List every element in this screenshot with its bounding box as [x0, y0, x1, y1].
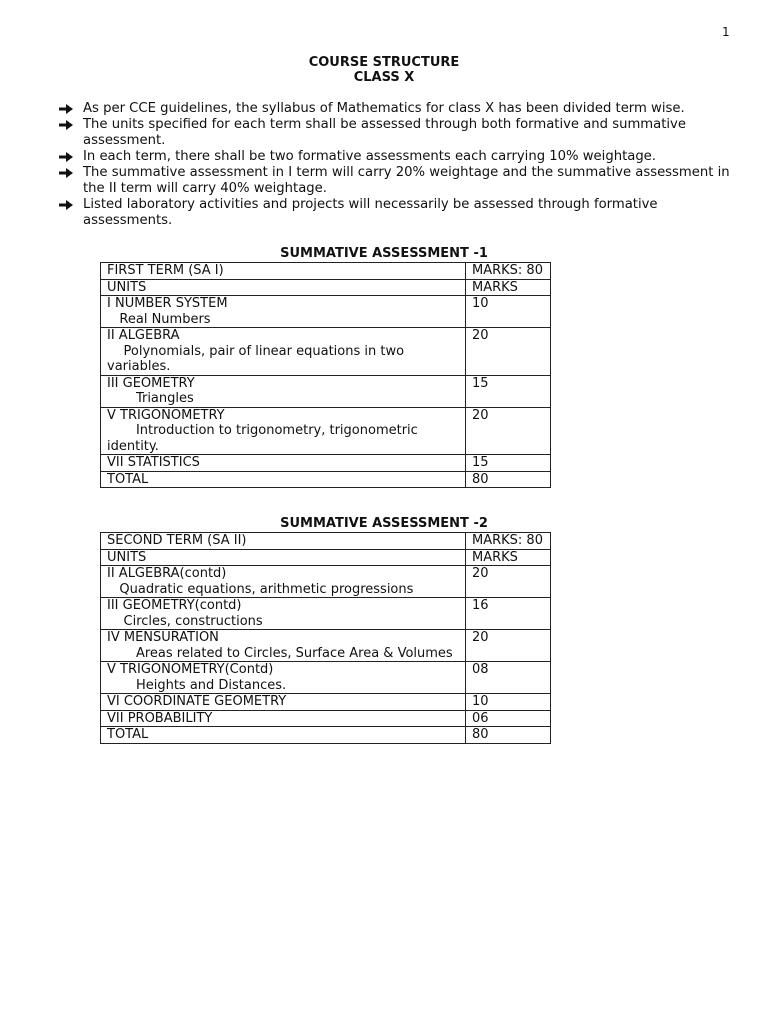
table-row	[101, 598, 551, 630]
page-number: 1	[722, 25, 730, 39]
unit-detail: Triangles	[107, 391, 194, 406]
arrow-right-icon	[59, 119, 74, 131]
table-row	[101, 630, 551, 662]
unit-detail: Heights and Distances.	[107, 677, 287, 693]
table-row	[101, 566, 551, 598]
unit-cell: VII PROBABILITY	[101, 710, 466, 727]
unit-cell: III GEOMETRY(contd) Circles, constructions	[101, 598, 466, 630]
guideline-text: The units specified for each term shall be assessed through both formative and summative assessment.	[83, 117, 686, 148]
unit-cell: TOTAL	[101, 727, 466, 744]
unit-cell: III GEOMETRY Triangles	[101, 375, 466, 407]
guideline-text: In each term, there shall be two formative assessments each carrying 10% weightage.	[83, 149, 656, 164]
table-row	[101, 694, 551, 711]
table-row	[101, 279, 551, 296]
guideline-text: As per CCE guidelines, the syllabus of Mathematics for class X has been divided term wise.	[83, 101, 685, 116]
sa2-heading: SUMMATIVE ASSESSMENT -2	[280, 516, 488, 531]
guideline-item	[58, 197, 748, 229]
marks-cell: 06	[466, 710, 551, 727]
unit-cell: V TRIGONOMETRY(Contd) Heights and Distances.	[101, 662, 466, 694]
sa2-table	[100, 532, 551, 744]
table-row	[101, 263, 551, 280]
marks-cell: 10	[466, 296, 551, 328]
unit-cell: II ALGEBRA(contd) Quadratic equations, arithmetic progressions	[101, 566, 466, 598]
arrow-right-icon	[59, 103, 74, 115]
marks-cell: 80	[466, 727, 551, 744]
marks-cell: 15	[466, 455, 551, 472]
table-row	[101, 471, 551, 488]
marks-cell: MARKS: 80	[466, 533, 551, 550]
unit-detail: Areas related to Circles, Surface Area & Volumes	[107, 645, 453, 661]
arrow-right-icon	[59, 151, 74, 163]
marks-cell: 20	[466, 566, 551, 598]
unit-cell: V TRIGONOMETRY Introduction to trigonometry, trigonometric identity.	[101, 407, 466, 455]
marks-cell: 15	[466, 375, 551, 407]
unit-detail: Circles, constructions	[107, 613, 263, 629]
unit-cell: UNITS	[101, 549, 466, 566]
table-row	[101, 727, 551, 744]
guideline-list	[58, 101, 748, 229]
marks-cell: MARKS: 80	[466, 263, 551, 280]
sa1-heading: SUMMATIVE ASSESSMENT -1	[280, 246, 488, 261]
table-row	[101, 662, 551, 694]
unit-detail: Quadratic equations, arithmetic progressions	[107, 581, 414, 597]
unit-cell: FIRST TERM (SA I)	[101, 263, 466, 280]
marks-cell: 20	[466, 630, 551, 662]
table-row	[101, 549, 551, 566]
document-subtitle: CLASS X	[353, 70, 415, 85]
marks-cell: 08	[466, 662, 551, 694]
guideline-text: Listed laboratory activities and projects will necessarily be assessed through formative assessments.	[83, 197, 658, 228]
marks-cell: 20	[466, 407, 551, 455]
marks-cell: MARKS	[466, 279, 551, 296]
arrow-right-icon	[59, 199, 74, 211]
table-row	[101, 407, 551, 455]
marks-cell: 10	[466, 694, 551, 711]
arrow-right-icon	[59, 167, 74, 179]
table-row	[101, 710, 551, 727]
marks-cell: MARKS	[466, 549, 551, 566]
guideline-text: The summative assessment in I term will carry 20% weightage and the summative assessment in the II term will carry 40% weightage.	[83, 165, 730, 196]
guideline-item	[58, 165, 748, 197]
marks-cell: 80	[466, 471, 551, 488]
table-row	[101, 375, 551, 407]
table-row	[101, 455, 551, 472]
unit-cell: VII STATISTICS	[101, 455, 466, 472]
marks-cell: 16	[466, 598, 551, 630]
table-row	[101, 328, 551, 376]
unit-cell: I NUMBER SYSTEM Real Numbers	[101, 296, 466, 328]
sa1-table	[100, 262, 551, 488]
unit-cell: UNITS	[101, 279, 466, 296]
guideline-item	[58, 149, 748, 165]
unit-detail: Polynomials, pair of linear equations in two variables.	[107, 343, 409, 374]
document-title: COURSE STRUCTURE	[308, 55, 460, 70]
guideline-item	[58, 101, 748, 117]
unit-detail: Introduction to trigonometry, trigonometric identity.	[107, 423, 422, 454]
title-block	[0, 55, 768, 85]
unit-cell: TOTAL	[101, 471, 466, 488]
guideline-item	[58, 117, 748, 149]
table-row	[101, 533, 551, 550]
table-row	[101, 296, 551, 328]
unit-cell: IV MENSURATION Areas related to Circles, Surface Area & Volumes	[101, 630, 466, 662]
marks-cell: 20	[466, 328, 551, 376]
unit-cell: II ALGEBRA Polynomials, pair of linear equations in two variables.	[101, 328, 466, 376]
unit-cell: SECOND TERM (SA II)	[101, 533, 466, 550]
unit-detail: Real Numbers	[107, 311, 211, 327]
unit-cell: VI COORDINATE GEOMETRY	[101, 694, 466, 711]
